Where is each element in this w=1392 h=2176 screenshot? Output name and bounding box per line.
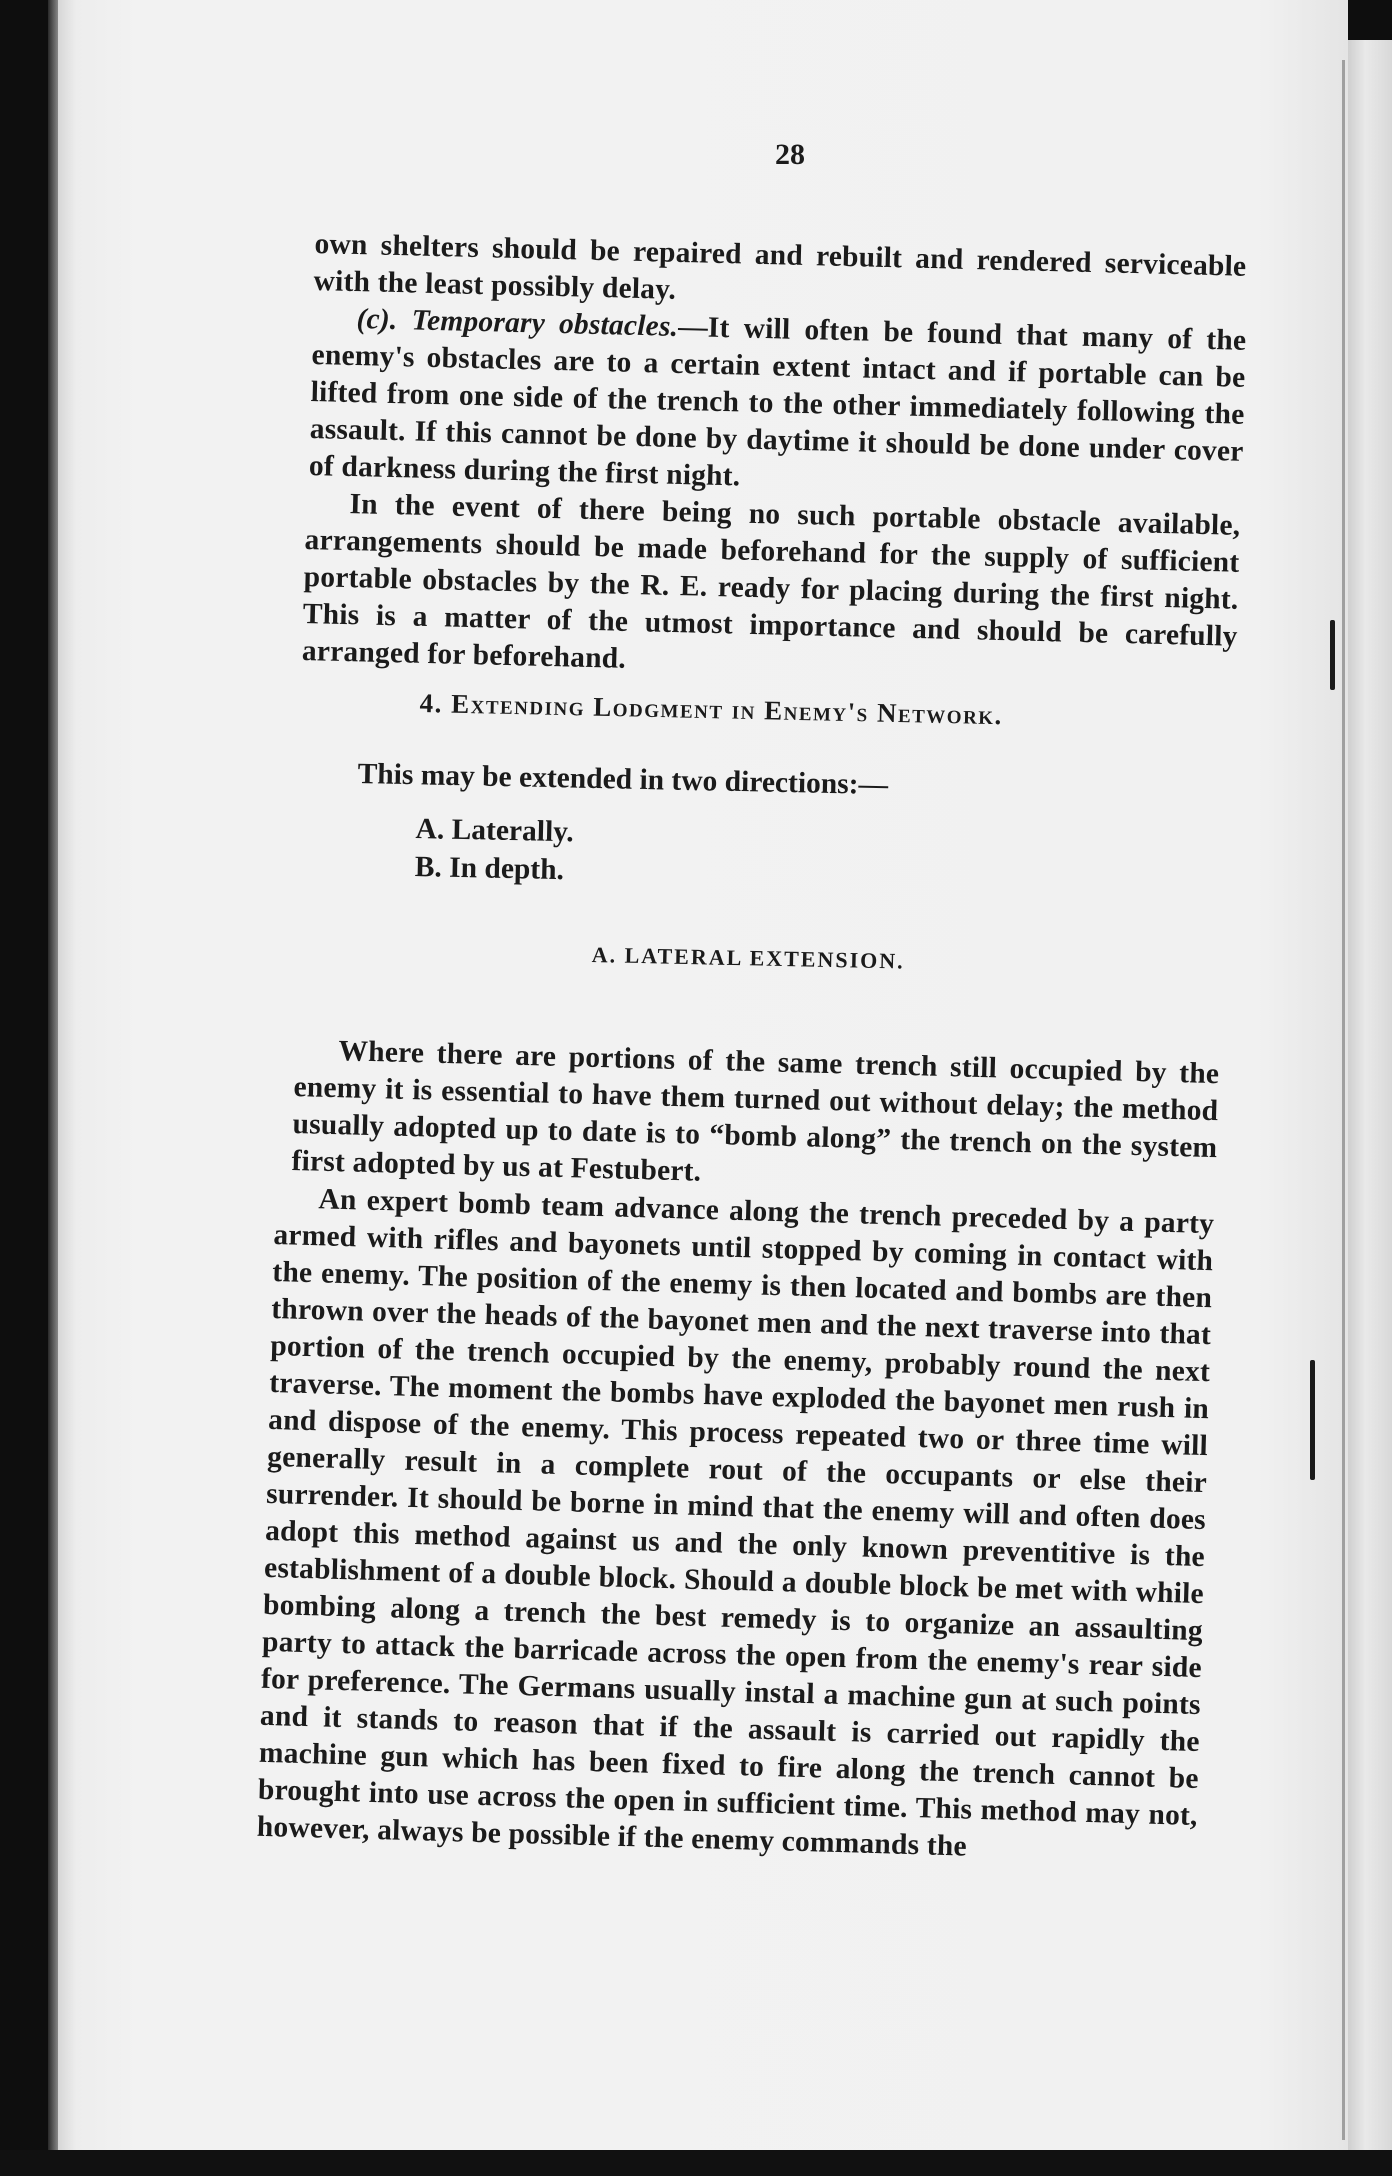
directions-list [414,810,816,894]
temporary-obstacles-paragraph [308,300,1246,508]
lateral-extension-paragraph-2: An expert bomb team advance along the trench preceded by a party armed with rifles and bayonets until stopped by coming in contact with the enemy. The position of the enemy is then located and bombs are then thrown over the heads of the bayonet men and the next traverse into that portion of the trench occupied by the enemy, probably round the next traverse. The moment the bombs have exploded the bayonet men rush in and dispose of the enemy. This process repeated two or three time will generally result in a complete rout of the occupants or else their surrender. It should be borne in mind that the enemy will and often does adopt this method against us and the only known preventitive is the establishment of a double block. Should a double block be met with while bombing along a trench the best remedy is to organize an assaulting party to attack the barricade across the open from the enemy's rear side for preference. The Germans usually instal a machine gun at such points and it stands to reason that if the assault is carried out rapidly the machine gun which has been fixed to fire along the trench cannot be brought into use across the open in sufficient time. This method may not, however, always be possible if the enemy commands the [256,1182,1215,1863]
page-number: 28 [775,138,805,171]
list-item: A. Laterally. [415,812,575,849]
temporary-obstacles-label: (c). Temporary obstacles. [356,302,679,343]
section-4-intro: This may be extended in two directions:— [357,758,889,802]
lateral-extension-paragraph-1: Where there are portions of the same trench still occupied by the enemy it is essential to have them turned out without delay; the method usually adopted up to date is to “bomb along” the trench on the system first adopted by us at Festubert. [291,1034,1220,1188]
temporary-obstacles-text: —It will often be found that many of the enemy's obstacles are to a certain extent intact and if portable can be lifted from one side of the trench to the other immediately following the assault. If this cannot be done by daytime it should be done under cover of darkness during the first night. [308,310,1247,492]
list-item: B. In depth. [414,850,565,887]
portable-obstacles-paragraph: In the event of there being no such portable obstacle available, arrangements should be made beforehand for the supply of sufficient portable obstacles by the R. E. ready for placing during the first night. This is a matter of the utmost importance and should be carefully arranged for beforehand. [301,487,1241,675]
lateral-extension-heading: A. LATERAL EXTENSION. [591,942,905,974]
continuation-paragraph: own shelters should be repaired and rebuilt and rendered serviceable with the least possibly delay. [313,227,1247,306]
section-4-heading: 4. Extending Lodgment in Enemy's Network. [419,688,1004,731]
